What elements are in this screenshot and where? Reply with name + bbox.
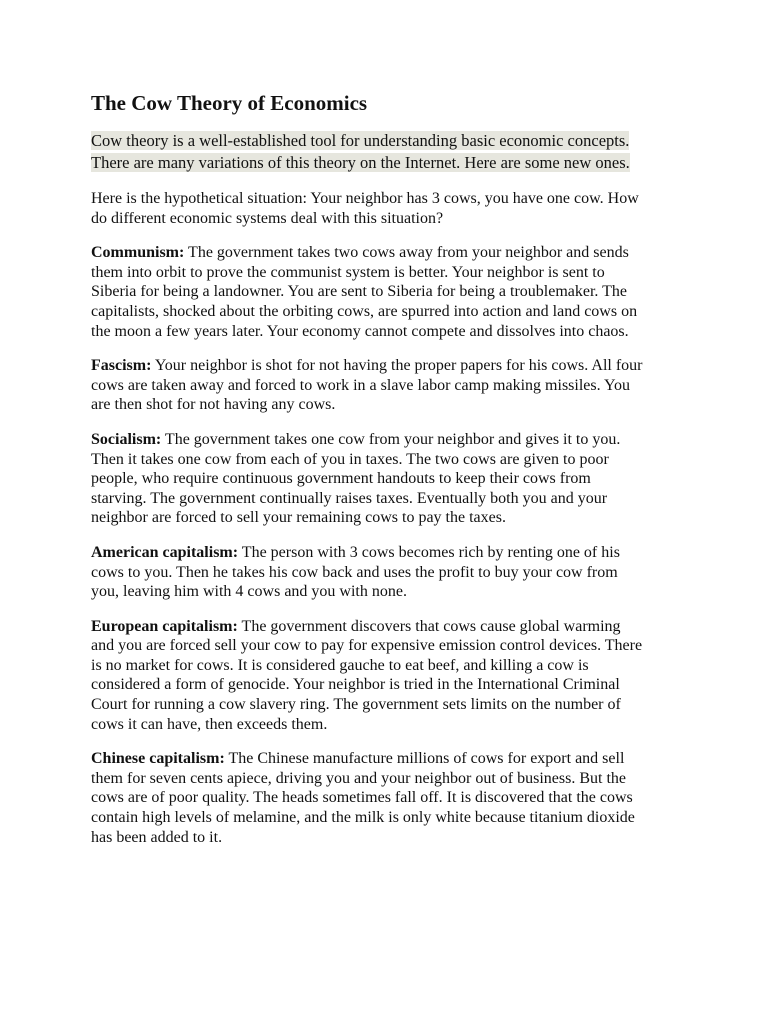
section-text: cows it can have, then exceeds them.: [91, 715, 328, 733]
section-text: contain high levels of melamine, and the milk is only white because titanium dioxide: [91, 809, 635, 827]
section-text: cows are taken away and forced to work in a slave labor camp making missiles. You: [91, 376, 630, 394]
section-heading: European capitalism:: [91, 617, 238, 635]
section-text: them into orbit to prove the communist system is better. Your neighbor is sent to: [91, 263, 605, 281]
section-heading: Communism:: [91, 244, 185, 262]
situation-line: Here is the hypothetical situation: Your neighbor has 3 cows, you have one cow. How: [91, 190, 639, 207]
section-text: has been added to it.: [91, 828, 223, 846]
section-text: Court for running a cow slavery ring. The government sets limits on the number of: [91, 696, 621, 714]
section-text: and you are forced sell your cow to pay for expensive emission control devices. There: [91, 637, 643, 655]
section-text: you, leaving him with 4 cows and you with none.: [91, 583, 407, 601]
section-text: The government takes one cow from your neighbor and gives it to you.: [161, 430, 621, 448]
section-text: The Chinese manufacture millions of cows for export and sell: [224, 750, 625, 768]
situation-line: do different economic systems deal with this situation?: [91, 209, 444, 227]
section-heading: American capitalism:: [91, 543, 239, 561]
section-american-capitalism: [91, 543, 681, 602]
intro-line: Cow theory is a well-established tool for understanding basic economic concepts.: [91, 131, 630, 150]
document-page: [91, 89, 681, 862]
section-text: them for seven cents apiece, driving you and your neighbor out of business. But the: [91, 769, 626, 787]
section-text: starving. The government continually raises taxes. Eventually both you and your: [91, 489, 608, 507]
section-text: the moon a few years later. Your economy cannot compete and dissolves into chaos.: [91, 322, 629, 340]
section-text: is no market for cows. It is considered gauche to eat beef, and killing a cow is: [91, 656, 589, 674]
section-text: cows to you. Then he takes his cow back and uses the profit to buy your cow from: [91, 563, 618, 581]
section-fascism: [91, 356, 681, 415]
section-heading: Socialism:: [91, 430, 162, 448]
section-heading: Fascism:: [91, 357, 152, 375]
section-text: neighbor are forced to sell your remaining cows to pay the taxes.: [91, 509, 506, 527]
section-text: considered a form of genocide. Your neighbor is tried in the International Criminal: [91, 676, 620, 694]
section-text: are then shot for not having any cows.: [91, 396, 336, 414]
intro-line: There are many variations of this theory on the Internet. Here are some new ones.: [91, 153, 630, 172]
section-communism: [91, 243, 681, 341]
section-text: Your neighbor is shot for not having the proper papers for his cows. All four: [151, 357, 643, 375]
section-european-capitalism: [91, 617, 681, 735]
section-text: capitalists, shocked about the orbiting cows, are spurred into action and land cows on: [91, 302, 638, 320]
section-heading: Chinese capitalism:: [91, 750, 225, 768]
intro-paragraph: [91, 130, 681, 174]
section-text: Siberia for being a landowner. You are sent to Siberia for being a troublemaker. The: [91, 283, 628, 301]
section-text: The person with 3 cows becomes rich by renting one of his: [238, 543, 620, 561]
section-socialism: [91, 430, 681, 528]
section-text: The government discovers that cows cause global warming: [237, 617, 621, 635]
section-chinese-capitalism: [91, 749, 681, 847]
situation-paragraph: [91, 189, 681, 228]
section-text: Then it takes one cow from each of you in taxes. The two cows are given to poor: [91, 450, 609, 468]
section-text: cows are of poor quality. The heads sometimes fall off. It is discovered that the cows: [91, 789, 633, 807]
section-text: The government takes two cows away from your neighbor and sends: [184, 244, 629, 262]
document-title: The Cow Theory of Economics: [91, 91, 368, 115]
section-text: people, who require continuous government handouts to keep their cows from: [91, 470, 591, 488]
